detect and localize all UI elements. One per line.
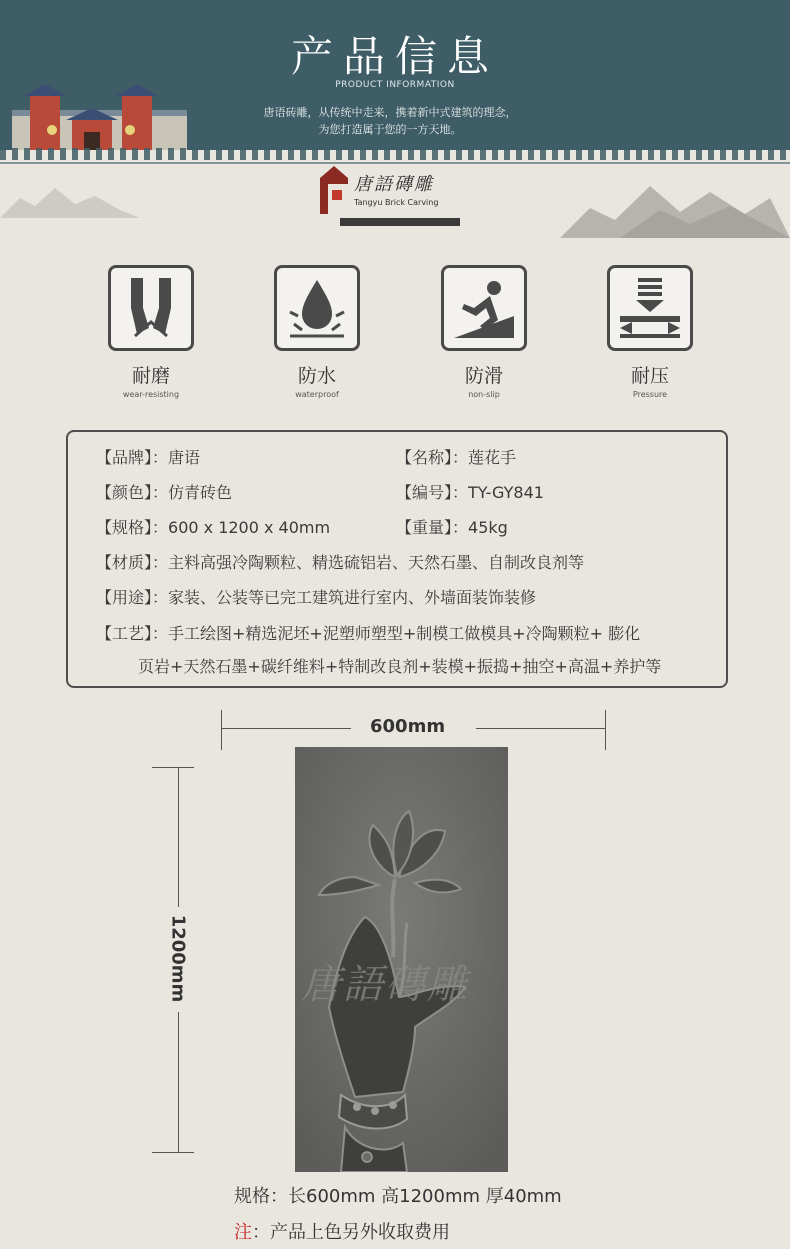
feature-waterproof [272,265,362,399]
spec-line: 规格：长600mm 高1200mm 厚40mm [234,1186,562,1207]
info-brand-label: 【品牌】： [96,448,169,467]
panel-watermark: 唐語磚雕 [301,962,469,1008]
lotus-hand-carving-image [295,747,508,1172]
feature-pressure [605,265,695,399]
feature-label-cn: 耐磨 [131,365,170,387]
price-note [234,1218,450,1244]
water-drop-icon [274,265,360,351]
feature-label-en: non-slip [468,390,500,399]
note-text: ：产品上色另外收取费用 [252,1222,450,1243]
info-code-label: 【编号】： [396,483,469,502]
wear-resisting-icon [108,265,194,351]
feature-label-cn: 防水 [297,365,336,387]
header-desc-line2: 为您打造属于您的一方天地。 [318,123,462,136]
width-line-left [221,728,351,729]
info-use [96,585,536,608]
width-tick-right [605,710,606,750]
note-prefix: 注 [234,1222,252,1243]
brand-logo [318,160,458,226]
info-code-value: TY-GY841 [468,483,544,502]
height-dimension: 1200mm [167,914,189,1003]
info-use-value: 家装、公装等已完工建筑进行室内、外墙面装饰装修 [168,588,537,607]
width-tick-left [221,710,222,750]
logo-english: Tangyu Brick Carving [354,198,439,207]
feature-non-slip [439,265,529,399]
info-craft-line1: 手工绘图+精选泥坯+泥塑师塑型+制模工做模具+冷陶颗粒+ 膨化 [168,624,641,643]
mountain-painting-left [0,178,140,218]
info-name [396,445,516,468]
info-name-value: 莲花手 [468,448,517,467]
info-brand [96,445,200,468]
info-size-label: 【规格】： [96,518,169,537]
feature-label-cn: 防滑 [464,365,503,387]
info-craft-label: 【工艺】： [96,624,169,643]
page-subtitle: PRODUCT INFORMATION [335,80,455,90]
feature-wear-resisting [106,265,196,399]
info-craft [96,621,640,644]
press-icon [607,265,693,351]
info-weight-value: 45kg [468,518,508,537]
height-tick-bottom [152,1152,194,1153]
info-material [96,550,584,573]
info-color-value: 仿青砖色 [168,483,233,502]
info-color [96,480,232,503]
info-use-label: 【用途】： [96,588,169,607]
width-dimension: 600mm [370,716,446,737]
page-title: 产品信息 [290,32,499,81]
width-line-right [476,728,606,729]
logo-chinese: 唐語磚雕 [354,174,434,195]
info-brand-value: 唐语 [168,448,201,467]
info-color-label: 【颜色】： [96,483,169,502]
mountain-painting-right [560,168,790,238]
info-weight-label: 【重量】： [396,518,469,537]
info-size-value: 600 x 1200 x 40mm [168,518,331,537]
feature-label-cn: 耐压 [630,365,669,387]
info-craft-line2: 页岩+天然石墨+碳纤维料+特制改良剂+装模+振捣+抽空+高温+养护等 [138,657,662,676]
info-material-value: 主料高强冷陶颗粒、精选硫铝岩、天然石墨、自制改良剂等 [168,553,585,572]
info-name-label: 【名称】： [396,448,469,467]
info-code [396,480,544,503]
height-line-top [178,767,179,907]
palace-gate-icon [12,82,187,150]
header-desc-line1: 唐语砖雕，从传统中走来，携着新中式建筑的理念， [263,106,517,119]
logo-mark-icon [318,164,350,214]
logo-underline [340,218,460,226]
info-material-label: 【材质】： [96,553,169,572]
height-tick-top [152,767,194,768]
info-craft-continued [138,654,661,677]
pattern-border [0,148,790,160]
feature-label-en: Pressure [632,390,668,399]
header-banner [0,0,790,150]
height-line-bottom [178,1012,179,1152]
feature-label-en: waterproof [295,390,339,399]
header-description [230,104,550,138]
info-weight [396,515,508,538]
info-size [96,515,330,538]
slip-person-icon [441,265,527,351]
feature-label-en: wear-resisting [122,390,180,399]
